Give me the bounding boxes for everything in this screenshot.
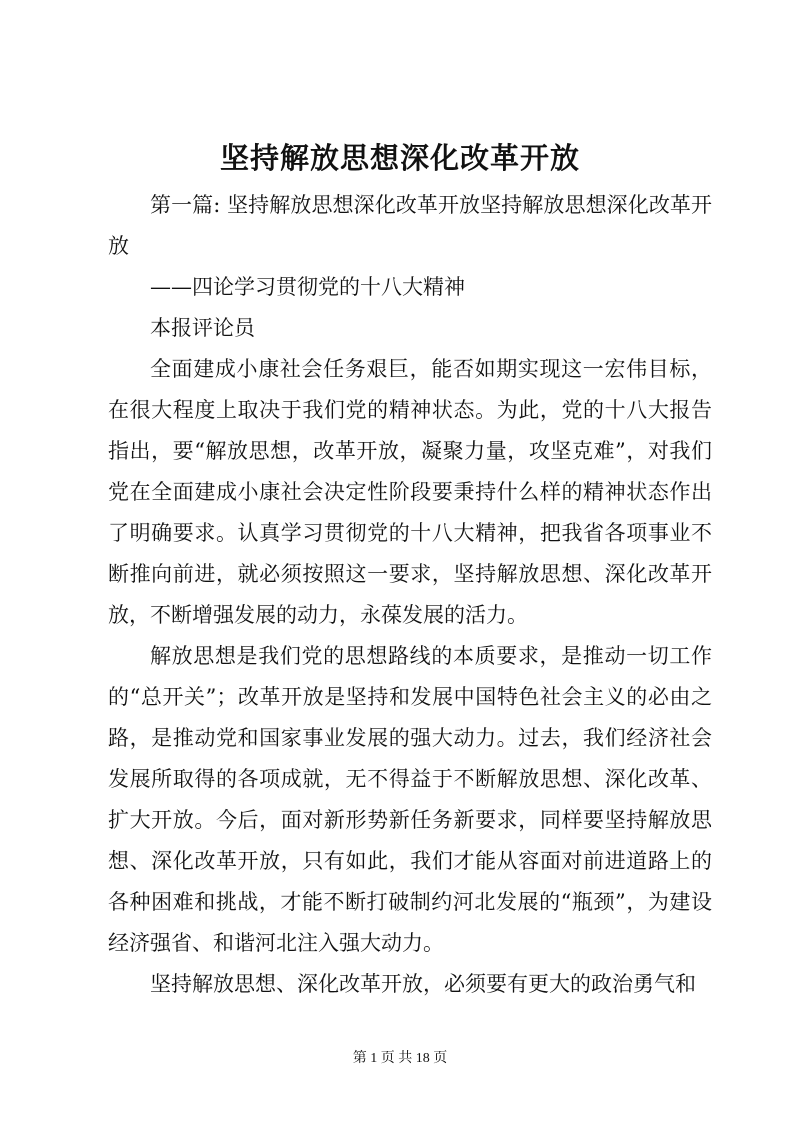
paragraph-section-heading: 第一篇: 坚持解放思想深化改革开放坚持解放思想深化改革开放 (108, 193, 712, 258)
paragraph-body-2: 解放思想是我们党的思想路线的本质要求，是推动一切工作的“总开关”；改革开放是坚持和发展中国特色社会主义的必由之路，是推动党和国家事业发展的强大动力。过去，我们经济社会发展所取得的各项成就，无不得益于不断解放思想、深化改革、扩大开放。今后，面对新形势新任务新要求，同样要坚持解放思想、深化改革开放，只有如此，我们才能从容面对前进道路上的各种困难和挑战，才能不断打破制约河北发展的“瓶颈”，为建设经济强省、和谐河北注入强大动力。 (108, 644, 712, 955)
document-title: 坚持解放思想深化改革开放 (219, 141, 580, 175)
paragraph-byline: 本报评论员 (150, 316, 255, 340)
page-footer: 第 1 页 共 18 页 (352, 1051, 448, 1066)
paragraph-subtitle: ——四论学习贯彻党的十八大精神 (150, 275, 465, 299)
document-body (108, 185, 712, 1005)
paragraph-body-3: 坚持解放思想、深化改革开放，必须要有更大的政治勇气和 (150, 972, 696, 996)
paragraph-body-1: 全面建成小康社会任务艰巨，能否如期实现这一宏伟目标，在很大程度上取决于我们党的精神状态。为此，党的十八大报告指出，要“解放思想，改革开放，凝聚力量，攻坚克难”，对我们党在全面建成小康社会决定性阶段要秉持什么样的精神状态作出了明确要求。认真学习贯彻党的十八大精神，把我省各项事业不断推向前进，就必须按照这一要求，坚持解放思想、深化改革开放，不断增强发展的动力，永葆发展的活力。 (108, 357, 712, 627)
